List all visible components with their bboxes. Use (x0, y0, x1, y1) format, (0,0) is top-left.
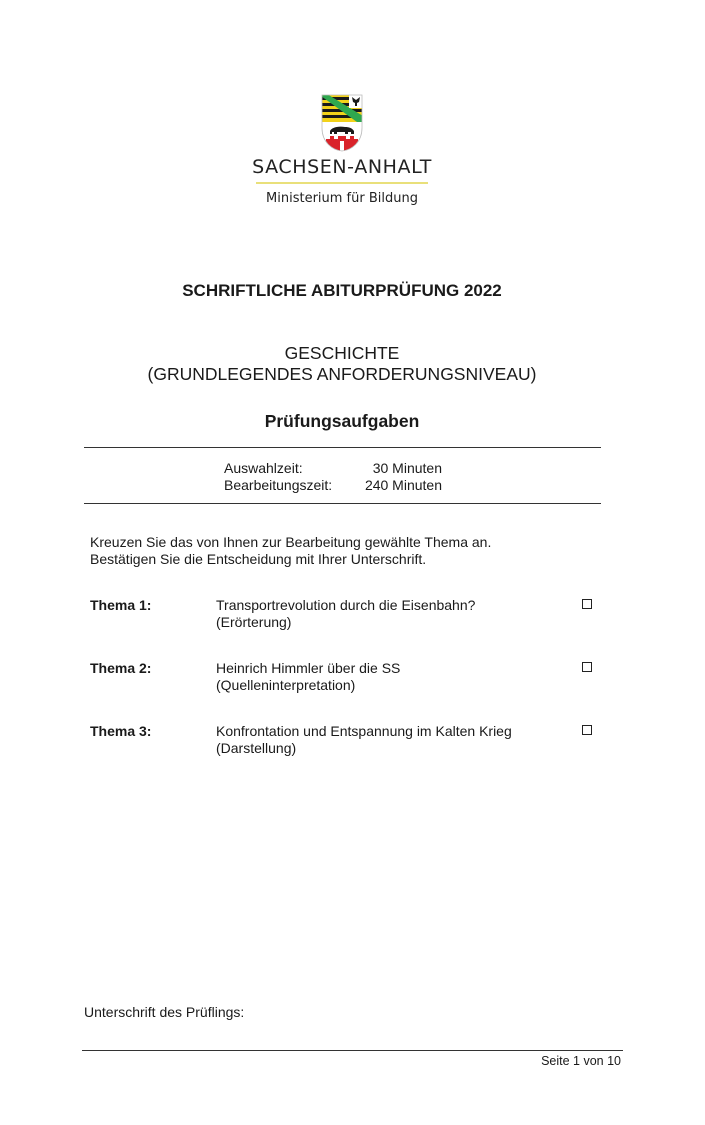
topic-label: Thema 2: (90, 660, 152, 676)
exam-title: SCHRIFTLICHE ABITURPRÜFUNG 2022 (182, 281, 502, 300)
working-time-value: 240 Minuten (364, 477, 442, 493)
topic-label: Thema 1: (90, 597, 152, 613)
brand-divider (256, 182, 428, 184)
topic-title-text: Konfrontation und Entspannung im Kalten Krieg (216, 723, 512, 739)
topic-type: (Quelleninterpretation) (216, 677, 356, 693)
topic-title-text: Transportrevolution durch die Eisenbahn? (216, 597, 476, 613)
topic-title-text: Heinrich Himmler über die SS (216, 660, 401, 676)
coat-of-arms-icon (321, 94, 363, 152)
topic-title (216, 723, 512, 757)
topic-checkbox[interactable] (582, 725, 592, 735)
instruction-line-2: Bestätigen Sie die Entscheidung mit Ihrer Unterschrift. (90, 551, 427, 567)
topic-checkbox[interactable] (582, 662, 592, 672)
footer-divider (82, 1050, 623, 1051)
topic-label: Thema 3: (90, 723, 152, 739)
selection-time-label: Auswahlzeit: (224, 460, 303, 476)
topic-title (216, 660, 400, 694)
selection-time-value: 30 Minuten (372, 460, 442, 476)
signature-label: Unterschrift des Prüflings: (84, 1004, 245, 1020)
working-time-label: Bearbeitungszeit: (224, 477, 333, 493)
subject-level: (GRUNDLEGENDES ANFORDERUNGSNIVEAU) (147, 364, 537, 384)
exam-subtitle: Prüfungsaufgaben (264, 411, 420, 431)
topic-type: (Erörterung) (216, 614, 292, 630)
exam-subject (0, 343, 684, 385)
topic-title (216, 597, 475, 631)
instructions (90, 534, 491, 568)
topic-type: (Darstellung) (216, 740, 297, 756)
divider-bottom (84, 503, 601, 504)
topic-checkbox[interactable] (582, 599, 592, 609)
instruction-line-1: Kreuzen Sie das von Ihnen zur Bearbeitung gewählte Thema an. (90, 534, 492, 550)
page-number: Seite 1 von 10 (541, 1054, 621, 1068)
subject-name: GESCHICHTE (284, 343, 400, 363)
state-name: SACHSEN-ANHALT (252, 156, 432, 178)
ministry-name: Ministerium für Bildung (266, 191, 418, 206)
divider-top (84, 447, 601, 448)
